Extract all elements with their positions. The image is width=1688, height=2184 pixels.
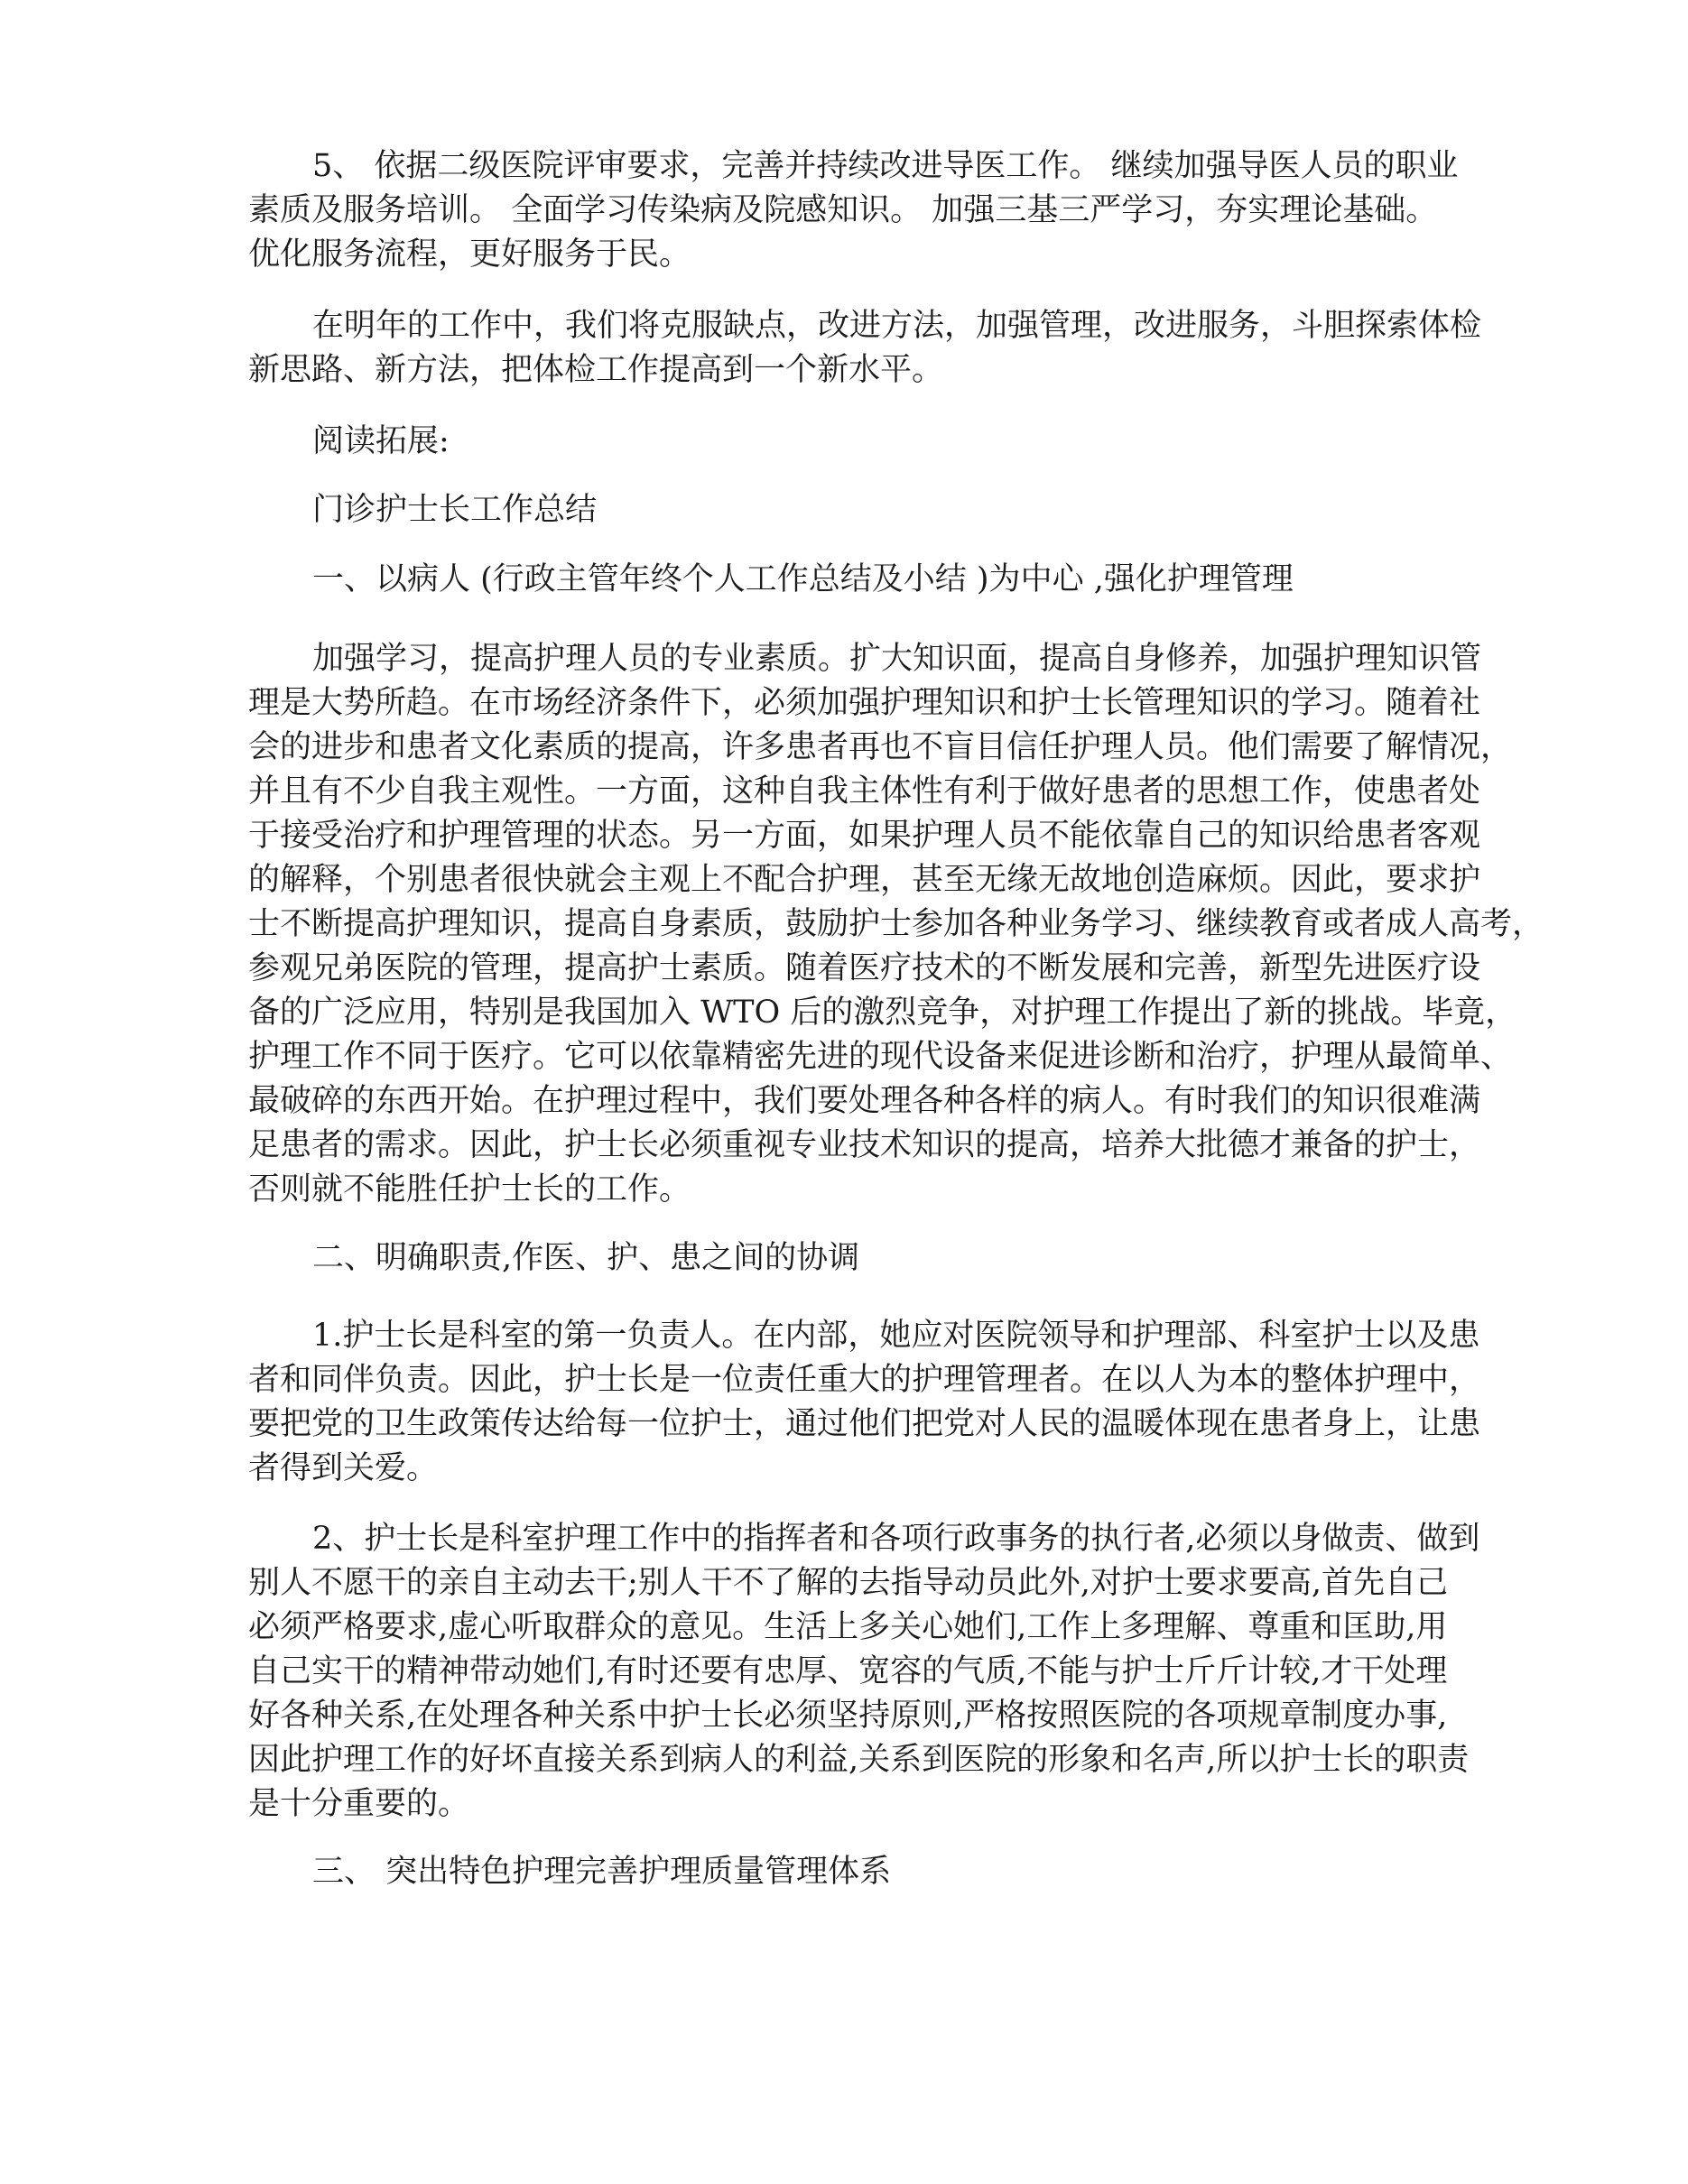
text-line: 素质及服务培训。 全面学习传染病及院感知识。 加强三基三严学习，夯实理论基础。 bbox=[248, 192, 1438, 228]
text-line: 理是大势所趋。在市场经济条件下，必须加强护理知识和护士长管理知识的学习。随着社 bbox=[248, 685, 1481, 721]
text-line: 新思路、新方法，把体检工作提高到一个新水平。 bbox=[248, 352, 944, 388]
text-line: 最破碎的东西开始。在护理过程中，我们要处理各种各样的病人。有时我们的知识很难满 bbox=[248, 1083, 1481, 1119]
section-title: 门诊护士长工作总结 bbox=[312, 492, 598, 528]
text-line: 自己实干的精神带动她们,有时还要有忠厚、宽容的气质,不能与护士斤斤计较,才干处理 bbox=[248, 1653, 1448, 1689]
text-line: 要把党的卫生政策传达给每一位护士，通过他们把党对人民的温暖体现在患者身上，让患 bbox=[248, 1406, 1481, 1442]
text-line: 参观兄弟医院的管理，提高护士素质。随着医疗技术的不断发展和完善，新型先进医疗设 bbox=[248, 950, 1481, 986]
reading-extension-label: 阅读拓展: bbox=[312, 423, 450, 459]
text-line: 因此护理工作的好坏直接关系到病人的利益,关系到医院的形象和名声,所以护士长的职责 bbox=[248, 1742, 1470, 1778]
paragraph-head-nurse-commander bbox=[248, 1517, 1479, 1827]
paragraph-guide-work bbox=[248, 144, 1459, 277]
text-line: 者得到关爱。 bbox=[248, 1450, 439, 1486]
heading-three: 三、 突出特色护理完善护理质量管理体系 bbox=[312, 1854, 892, 1890]
heading-one: 一、以病人 (行政主管年终个人工作总结及小结 )为中心 ,强化护理管理 bbox=[312, 561, 1294, 597]
text-line: 否则就不能胜任护士长的工作。 bbox=[248, 1171, 691, 1208]
text-line: 者和同伴负责。因此，护士长是一位责任重大的护理管理者。在以人为本的整体护理中， bbox=[248, 1362, 1481, 1398]
paragraph-head-nurse-responsible bbox=[248, 1314, 1480, 1491]
text-line: 是十分重要的。 bbox=[248, 1786, 470, 1822]
text-line: 在明年的工作中，我们将克服缺点，改进方法，加强管理，改进服务，斗胆探索体检 bbox=[312, 308, 1482, 344]
paragraph-next-year bbox=[248, 304, 1481, 393]
paragraph-learning bbox=[248, 637, 1544, 1212]
text-line: 的解释，个别患者很快就会主观上不配合护理，甚至无缘无故地创造麻烦。因此，要求护 bbox=[248, 862, 1481, 898]
text-line: 5、 依据二级医院评审要求，完善并持续改进导医工作。 继续加强导医人员的职业 bbox=[312, 148, 1459, 184]
text-line: 于接受治疗和护理管理的状态。另一方面，如果护理人员不能依靠自己的知识给患者客观 bbox=[248, 818, 1481, 854]
text-line: 加强学习，提高护理人员的专业素质。扩大知识面，提高自身修养，加强护理知识管 bbox=[312, 641, 1482, 677]
heading-two: 二、明确职责,作医、护、患之间的协调 bbox=[312, 1240, 860, 1276]
text-line: 别人不愿干的亲自主动去干;别人干不了解的去指导动员此外,对护士要求要高,首先自己 bbox=[248, 1565, 1449, 1601]
text-line: 1.护士长是科室的第一负责人。在内部，她应对医院领导和护理部、科室护士以及患 bbox=[312, 1318, 1480, 1354]
text-line: 必须严格要求,虚心听取群众的意见。生活上多关心她们,工作上多理解、尊重和匡助,用 bbox=[248, 1609, 1448, 1645]
text-line: 足患者的需求。因此，护士长必须重视专业技术知识的提高，培养大批德才兼备的护士， bbox=[248, 1127, 1481, 1163]
text-line: 2、护士长是科室护理工作中的指挥者和各项行政事务的执行者,必须以身做责、做到 bbox=[312, 1521, 1480, 1557]
text-line: 士不断提高护理知识，提高自身素质，鼓励护士参加各种业务学习、继续教育或者成人高考， bbox=[248, 906, 1544, 942]
text-line: 优化服务流程，更好服务于民。 bbox=[248, 236, 691, 273]
text-line: 护理工作不同于医疗。它可以依靠精密先进的现代设备来促进诊断和治疗，护理从最简单、 bbox=[248, 1039, 1513, 1075]
text-line: 好各种关系,在处理各种关系中护士长必须坚持原则,严格按照医院的各项规章制度办事, bbox=[248, 1698, 1448, 1734]
text-line: 备的广泛应用，特别是我国加入 WTO 后的激烈竞争，对护理工作提出了新的挑战。毕竟， bbox=[248, 995, 1517, 1031]
text-line: 并且有不少自我主观性。一方面，这种自我主体性有利于做好患者的思想工作，使患者处 bbox=[248, 773, 1481, 810]
text-line: 会的进步和患者文化素质的提高，许多患者再也不盲目信任护理人员。他们需要了解情况， bbox=[248, 729, 1513, 765]
